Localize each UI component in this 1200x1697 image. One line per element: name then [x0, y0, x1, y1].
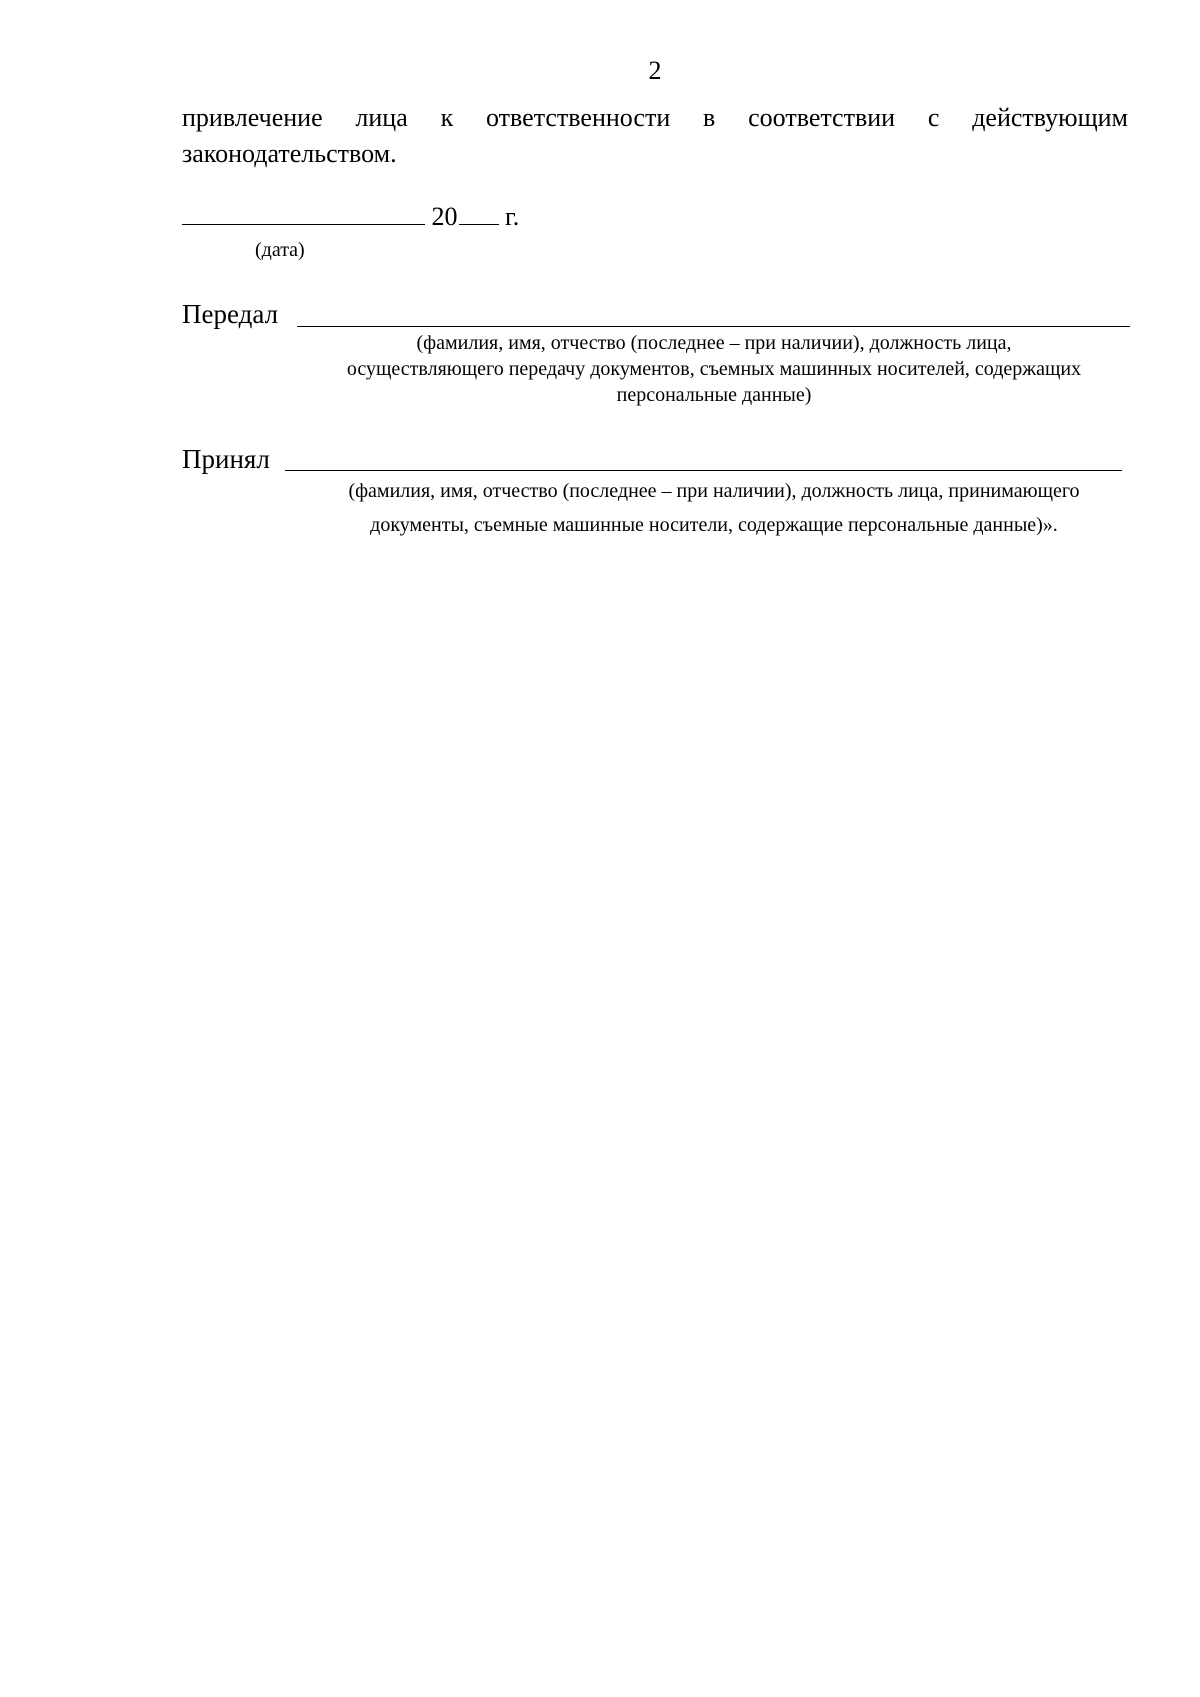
received-caption-line-1: (фамилия, имя, отчество (последнее – при наличии), должность лица, принимающего: [348, 480, 1080, 502]
year-prefix: 20: [431, 202, 458, 231]
transferred-label: Передал: [182, 299, 279, 329]
year-blank-field[interactable]: [459, 200, 499, 225]
year-suffix: г.: [498, 202, 520, 231]
received-caption-line-2: документы, съемные машинные носители, содержащие персональные данные)».: [370, 514, 1058, 536]
page-number: 2: [648, 56, 662, 85]
date-row: [182, 200, 519, 232]
received-signature-field[interactable]: [285, 470, 1122, 471]
transferred-caption-line-3: персональные данные): [616, 384, 812, 406]
received-caption: [280, 474, 1148, 542]
received-label: Принял: [182, 444, 270, 474]
date-caption: (дата): [255, 239, 305, 261]
transferred-caption-line-1: (фамилия, имя, отчество (последнее – при наличии), должность лица,: [416, 332, 1012, 354]
body-paragraph: [182, 100, 1128, 172]
transferred-caption: [280, 330, 1148, 408]
transferred-signature-field[interactable]: [297, 326, 1130, 327]
transferred-caption-line-2: осуществляющего передачу документов, съемных машинных носителей, содержащих: [346, 358, 1082, 380]
date-blank-field[interactable]: [182, 200, 425, 225]
body-line-2: законодательством.: [182, 139, 397, 168]
body-line-1: привлечение лица к ответственности в соответствии с действующим: [182, 103, 1128, 132]
